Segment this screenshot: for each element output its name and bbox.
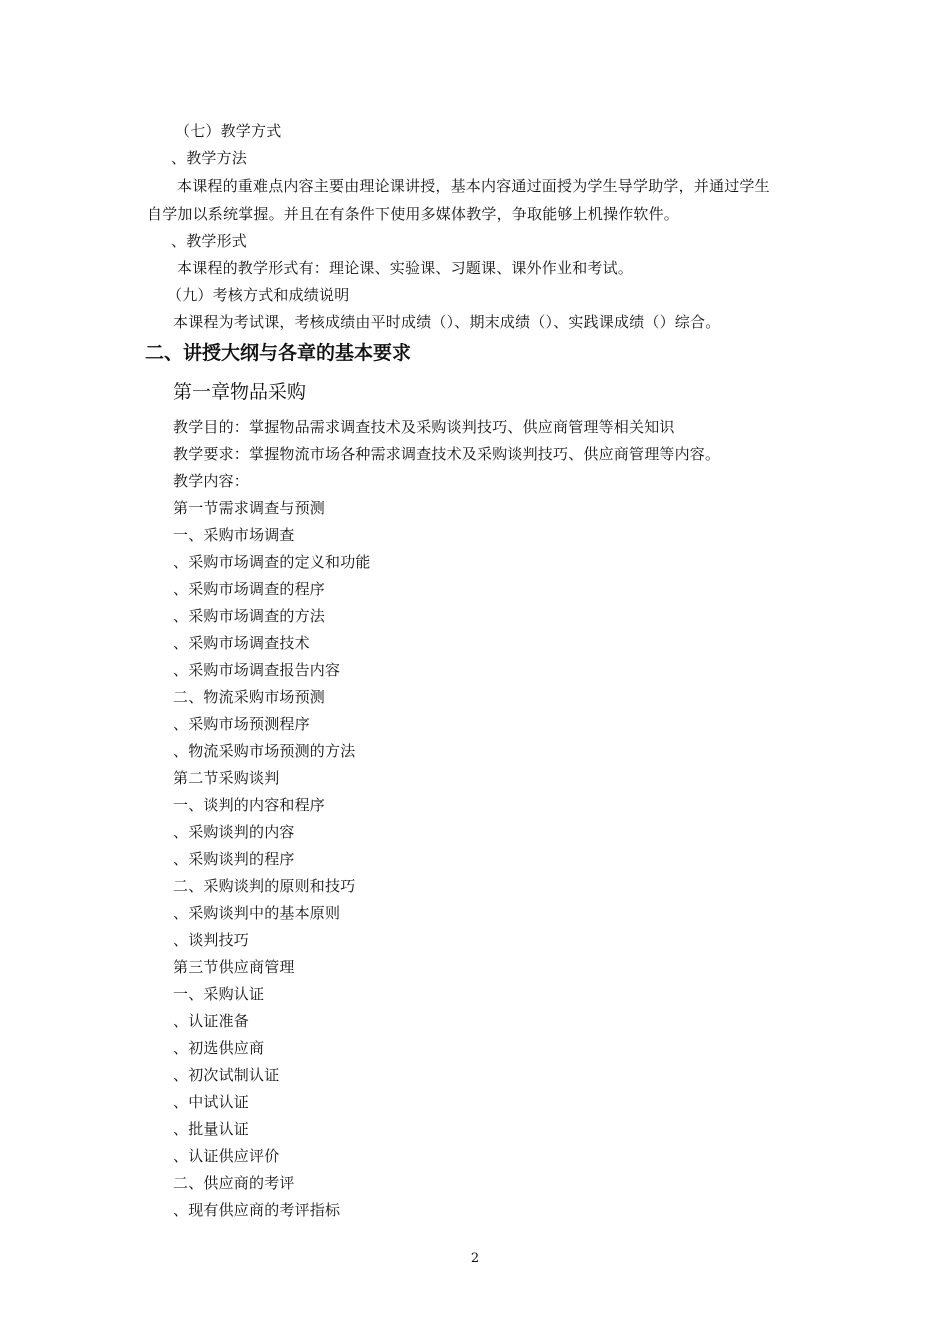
outline-line: 二、采购谈判的原则和技巧 [173, 877, 356, 895]
outline-line: 二、物流采购市场预测 [173, 688, 326, 706]
outline-line: 、认证供应评价 [173, 1147, 280, 1165]
outline-line: 、谈判技巧 [173, 931, 250, 949]
teaching-method-paragraph-line-2: 自学加以系统掌握。并且在有条件下使用多媒体教学，争取能够上机操作软件。 [147, 205, 680, 223]
teaching-form-subheading: 、教学形式 [171, 232, 248, 250]
outline-line: 、采购谈判中的基本原则 [173, 904, 341, 922]
teaching-method-subheading: 、教学方法 [171, 149, 248, 167]
outline-line: 、批量认证 [173, 1120, 250, 1138]
outline-line: 、采购市场调查的定义和功能 [173, 553, 371, 571]
outline-line: 二、供应商的考评 [173, 1174, 295, 1192]
outline-line: 教学目的：掌握物品需求调查技术及采购谈判技巧、供应商管理等相关知识 [173, 418, 675, 436]
outline-line: 一、谈判的内容和程序 [173, 796, 326, 814]
outline-line: 、初次试制认证 [173, 1066, 280, 1084]
teaching-mode-heading: （七）教学方式 [175, 122, 282, 140]
outline-line: 、采购市场调查技术 [173, 634, 310, 652]
outline-line: 一、采购市场调查 [173, 526, 295, 544]
outline-line: 一、采购认证 [173, 985, 265, 1003]
chapter-heading: 第一章物品采购 [173, 381, 307, 403]
assessment-heading: （九）考核方式和成绩说明 [167, 286, 350, 304]
outline-line: 、现有供应商的考评指标 [173, 1201, 341, 1219]
outline-line: 、初选供应商 [173, 1039, 265, 1057]
outline-line: 教学要求：掌握物流市场各种需求调查技术及采购谈判技巧、供应商管理等内容。 [173, 445, 721, 463]
section-heading: 二、讲授大纲与各章的基本要求 [145, 342, 412, 364]
outline-line: 第一节需求调查与预测 [173, 499, 326, 517]
outline-line: 、采购市场调查的方法 [173, 607, 326, 625]
outline-line: 、采购谈判的内容 [173, 823, 295, 841]
outline-line: 、采购市场调查的程序 [173, 580, 326, 598]
outline-line: 第三节供应商管理 [173, 958, 295, 976]
outline-line: 、认证准备 [173, 1012, 250, 1030]
teaching-form-paragraph: 本课程的教学形式有：理论课、实验课、习题课、课外作业和考试。 [177, 259, 634, 277]
outline-line: 、中试认证 [173, 1093, 250, 1111]
outline-line: 第二节采购谈判 [173, 769, 280, 787]
outline-line: 、采购谈判的程序 [173, 850, 295, 868]
outline-line: 、采购市场预测程序 [173, 715, 310, 733]
outline-line: 教学内容： [173, 472, 250, 490]
assessment-paragraph: 本课程为考试课，考核成绩由平时成绩（）、期末成绩（）、实践课成绩（）综合。 [173, 313, 721, 331]
page-number: 2 [470, 1251, 480, 1266]
outline-line: 、采购市场调查报告内容 [173, 661, 341, 679]
outline-line: 、物流采购市场预测的方法 [173, 742, 356, 760]
teaching-method-paragraph-line-1: 本课程的重难点内容主要由理论课讲授，基本内容通过面授为学生导学助学，并通过学生 [177, 177, 770, 195]
